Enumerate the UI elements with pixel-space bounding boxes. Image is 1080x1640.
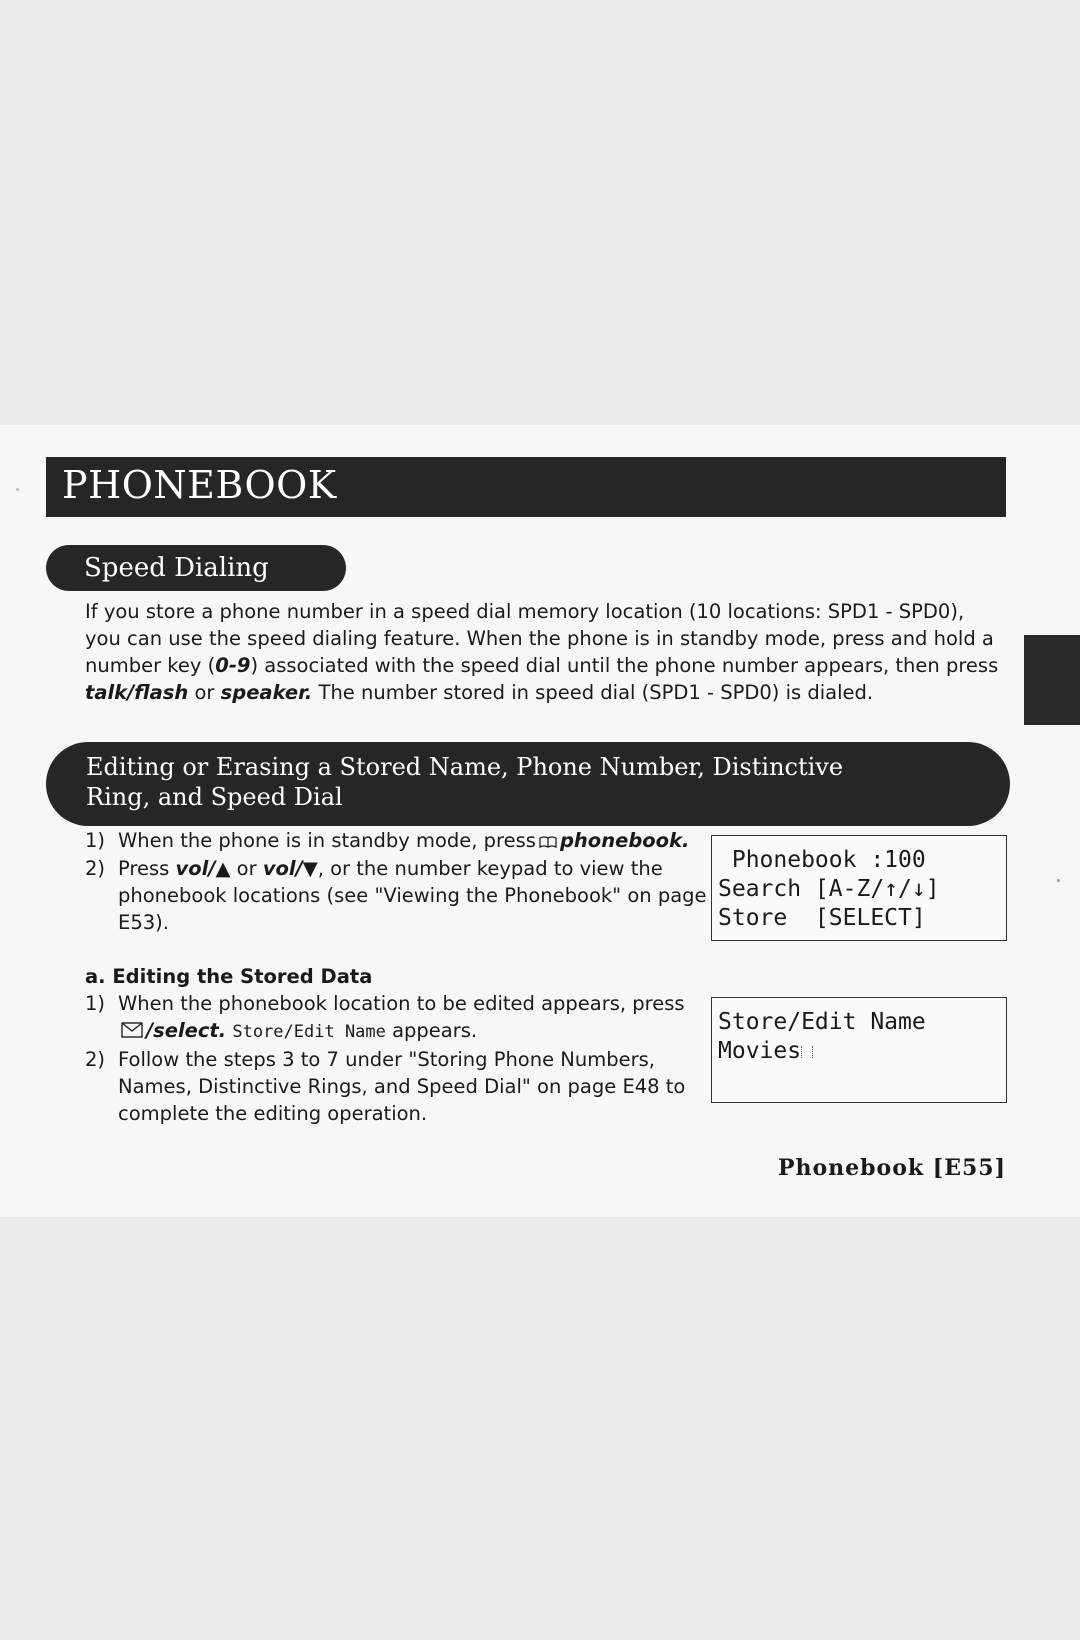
step-number: 1) [85,829,106,852]
editing-stored-data-steps [85,990,710,1127]
manual-page [0,425,1080,1217]
editing-heading-line2: Ring, and Speed Dial [86,783,343,811]
book-icon [539,828,557,855]
cursor-blink-icon [801,1046,813,1058]
step-number: 1) [85,992,106,1015]
step1-text: When the phone is in standby mode, press [118,829,536,852]
step-number: 2) [85,1048,106,1071]
speed-dialing-text-3: The number stored in speed dial (SPD1 - SPD0) is dialed. [312,681,874,704]
editing-stored-data-heading: a. Editing the Stored Data [85,965,373,988]
step-number: 2) [85,857,106,880]
or-text: or [188,681,221,704]
lcd-line: Phonebook :100 [718,847,926,873]
list-item [85,1046,710,1127]
step-text [118,827,710,855]
display-text: Store/Edit Name [232,1022,386,1042]
vol-up-key: vol/▲ [175,857,231,880]
speed-dialing-text-2: ) associated with the speed dial until the phone number appears, then press [250,654,999,677]
lcd-line [718,1037,1000,1066]
list-item [85,990,710,1046]
speed-dialing-text-1: If you store a phone number in a speed dial memory location (10 locations: SPD1 - SPD0), you can use the speed dialing feature. When the phone is in standby mode, press and hold a number key ( [85,600,994,677]
speed-dialing-heading: Speed Dialing [46,545,346,591]
header-bar [46,457,1006,517]
list-item [85,827,710,855]
step-text: Follow the steps 3 to 7 under "Storing Phone Numbers, Names, Distinctive Rings, and Speed Dial" on page E48 to complete the editing operation. [118,1048,686,1125]
phonebook-key: phonebook. [559,829,690,852]
page-footer: Phonebook [E55] [777,1155,1006,1181]
lcd-line: Search [A-Z/↑/↓] [718,876,940,902]
envelope-icon [121,1018,143,1045]
editing-heading-line1: Editing or Erasing a Stored Name, Phone Number, Distinctive [86,753,844,781]
lcd-display-phonebook [711,835,1007,941]
lcd-name-value: Movies [718,1038,802,1064]
page-title: PHONEBOOK [62,463,337,507]
step2-or: or [230,857,263,880]
a1-text: When the phonebook location to be edited appears, press [118,992,685,1015]
speed-dialing-paragraph [85,598,1005,706]
scan-dot [1057,879,1060,882]
lcd-line: Store/Edit Name [718,1009,926,1035]
step2-text-a: Press [118,857,176,880]
lcd-line: Store [SELECT] [718,905,926,931]
a1-tail: appears. [385,1019,478,1042]
step2-text-b: , or the number keypad to view the phonebook locations (see "Viewing the Phonebook" on page E53). [118,857,707,934]
scan-dot [16,488,19,491]
editing-steps [85,827,710,936]
speaker-key: speaker. [220,681,313,704]
section-tab-marker [1024,635,1080,725]
list-item [85,855,710,936]
vol-down-key: vol/▼ [262,857,318,880]
talk-flash-key: talk/flash [85,681,189,704]
step-text [118,855,710,936]
editing-heading [46,742,1010,826]
key-range: 0-9 [215,654,251,677]
step-text [118,990,710,1046]
select-key: /select. [146,1019,227,1042]
lcd-display-edit-name [711,997,1007,1103]
